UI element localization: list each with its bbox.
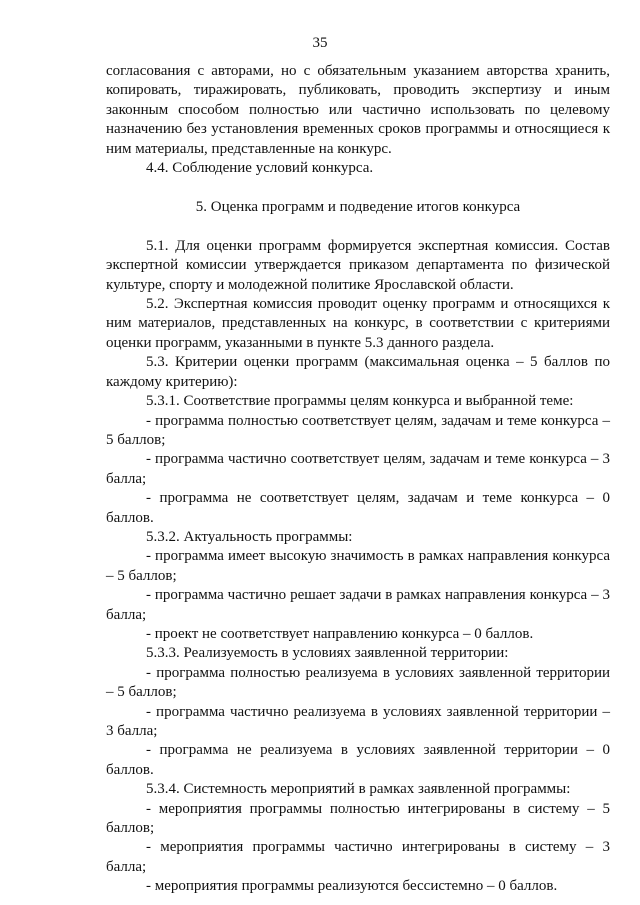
criterion-item: - мероприятия программы полностью интегрированы в систему – 5 баллов; — [106, 800, 610, 837]
criterion-item: - программа не реализуема в условиях заявленной территории – 0 баллов. — [106, 742, 610, 778]
criterion-item: - программа полностью реализуема в условиях заявленной территории – 5 баллов; — [106, 664, 610, 701]
criterion-item: - мероприятия программы частично интегрированы в систему – 3 балла; — [106, 839, 610, 875]
section-heading-5: 5. Оценка программ и подведение итогов конкурса — [195, 199, 521, 216]
criterion-item: - программа полностью соответствует целям, задачам и теме конкурса – 5 баллов; — [106, 412, 610, 448]
paragraph-5-3: 5.3. Критерии оценки программ (максимальная оценка – 5 баллов по каждому критерию): — [106, 354, 610, 390]
criterion-5-3-3-heading: 5.3.3. Реализуемость в условиях заявленной территории: — [146, 645, 509, 662]
page-number: 35 — [312, 35, 328, 51]
criterion-item: - проект не соответствует направлению конкурса – 0 баллов. — [146, 625, 534, 642]
document-body — [106, 62, 610, 897]
criterion-item: - программа частично реализуема в условиях заявленной территории – 3 балла; — [106, 703, 610, 739]
criterion-item: - мероприятия программы реализуются бессистемно – 0 баллов. — [146, 878, 558, 895]
paragraph-5-1: 5.1. Для оценки программ формируется экспертная комиссия. Состав экспертной комиссии утверждается приказом департамента по физической культуре, спорту и молодежной политике Ярославской области. — [106, 237, 610, 293]
criterion-item: - программа частично решает задачи в рамках направления конкурса – 3 балла; — [106, 587, 610, 623]
criterion-item: - программа частично соответствует целям, задачам и теме конкурса – 3 балла; — [106, 451, 610, 487]
criterion-item: - программа имеет высокую значимость в рамках направления конкурса – 5 баллов; — [106, 548, 610, 584]
paragraph-4-4: 4.4. Соблюдение условий конкурса. — [146, 160, 374, 177]
criterion-5-3-1-heading: 5.3.1. Соответствие программы целям конкурса и выбранной теме: — [146, 393, 574, 410]
paragraph-5-2: 5.2. Экспертная комиссия проводит оценку программ и относящихся к ним материалов, представленных на конкурс, в соответствии с критериями оценки программ, указанными в пункте 5.3 данного раздела. — [106, 296, 610, 351]
criterion-item: - программа не соответствует целям, задачам и теме конкурса – 0 баллов. — [106, 490, 610, 526]
criterion-5-3-2-heading: 5.3.2. Актуальность программы: — [146, 528, 353, 545]
criterion-5-3-4-heading: 5.3.4. Системность мероприятий в рамках заявленной программы: — [146, 781, 571, 798]
paragraph-consent-continuation: согласования с авторами, но с обязательным указанием авторства хранить, копировать, тиражировать, публиковать, проводить экспертизу и иным законным способом полностью или частично использовать по целевому назначению без установления временных сроков программы и относящиеся к ним материалы, представленные на конкурс. — [106, 63, 610, 157]
